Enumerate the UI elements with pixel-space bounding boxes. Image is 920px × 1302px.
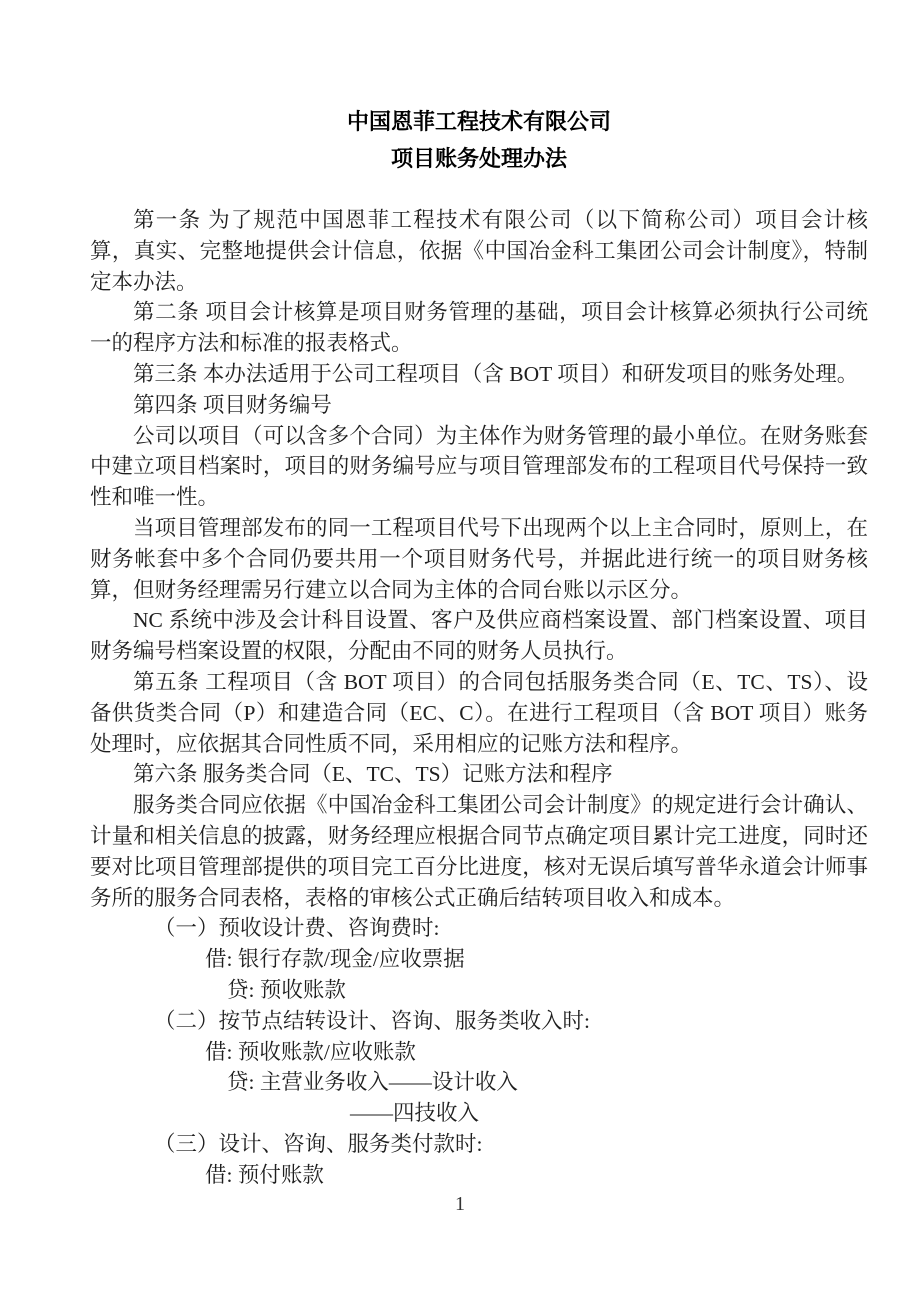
paragraph-article-6: 第六条 服务类合同（E、TC、TS）记账方法和程序 <box>133 762 613 787</box>
journal-entry-debit-2: 借: 预收账款/应收账款 <box>205 1039 416 1064</box>
journal-entry-item-1: （一）预收设计费、咨询费时: <box>154 916 440 941</box>
paragraph-article-2: 第二条 项目会计核算是项目财务管理的基础，项目会计核算必须执行公司统一的程序方法和标准的报表格式。 <box>90 300 868 356</box>
journal-entry-debit-3: 借: 预付账款 <box>205 1162 324 1187</box>
paragraph-article-4-body-3: NC 系统中涉及会计科目设置、客户及供应商档案设置、部门档案设置、项目财务编号档案设置的权限，分配由不同的财务人员执行。 <box>90 608 868 664</box>
document-body <box>90 205 868 1191</box>
paragraph-article-3: 第三条 本办法适用于公司工程项目（含 BOT 项目）和研发项目的账务处理。 <box>133 361 859 386</box>
paragraph-article-6-body: 服务类合同应依据《中国冶金科工集团公司会计制度》的规定进行会计确认、计量和相关信息的披露，财务经理应根据合同节点确定项目累计完工进度，同时还要对比项目管理部提供的项目完工百分比进度，核对无误后填写普华永道会计师事务所的服务合同表格，表格的审核公式正确后结转项目收入和成本。 <box>90 793 868 910</box>
journal-entry-credit-2-cont: ——四技收入 <box>350 1101 480 1126</box>
paragraph-article-4: 第四条 项目财务编号 <box>133 392 332 417</box>
journal-entry-debit-1: 借: 银行存款/现金/应收票据 <box>205 947 465 972</box>
paragraph-article-4-body-2: 当项目管理部发布的同一工程项目代号下出现两个以上主合同时，原则上，在财务帐套中多个合同仍要共用一个项目财务代号，并据此进行统一的项目财务核算，但财务经理需另行建立以合同为主体的合同台账以示区分。 <box>90 515 868 602</box>
journal-entry-item-2: （二）按节点结转设计、咨询、服务类收入时: <box>154 1008 590 1033</box>
paragraph-article-1: 第一条 为了规范中国恩菲工程技术有限公司（以下简称公司）项目会计核算，真实、完整地提供会计信息，依据《中国冶金科工集团公司会计制度》，特制定本办法。 <box>90 208 868 294</box>
journal-entry-credit-2: 贷: 主营业务收入——设计收入 <box>227 1070 518 1095</box>
page-number: 1 <box>455 1193 465 1215</box>
journal-entry-item-3: （三）设计、咨询、服务类付款时: <box>154 1131 483 1156</box>
paragraph-article-5: 第五条 工程项目（含 BOT 项目）的合同包括服务类合同（E、TC、TS）、设备供货类合同（P）和建造合同（EC、C）。在进行工程项目（含 BOT 项目）账务处理时，应依据其合同性质不同，采用相应的记账方法和程序。 <box>90 669 868 756</box>
journal-entry-credit-1: 贷: 预收账款 <box>227 977 346 1002</box>
document-subtitle: 项目账务处理办法 <box>390 146 567 171</box>
paragraph-article-4-body-1: 公司以项目（可以含多个合同）为主体作为财务管理的最小单位。在财务账套中建立项目档案时，项目的财务编号应与项目管理部发布的工程项目代号保持一致性和唯一性。 <box>90 423 868 510</box>
document-title: 中国恩菲工程技术有限公司 <box>346 109 611 134</box>
